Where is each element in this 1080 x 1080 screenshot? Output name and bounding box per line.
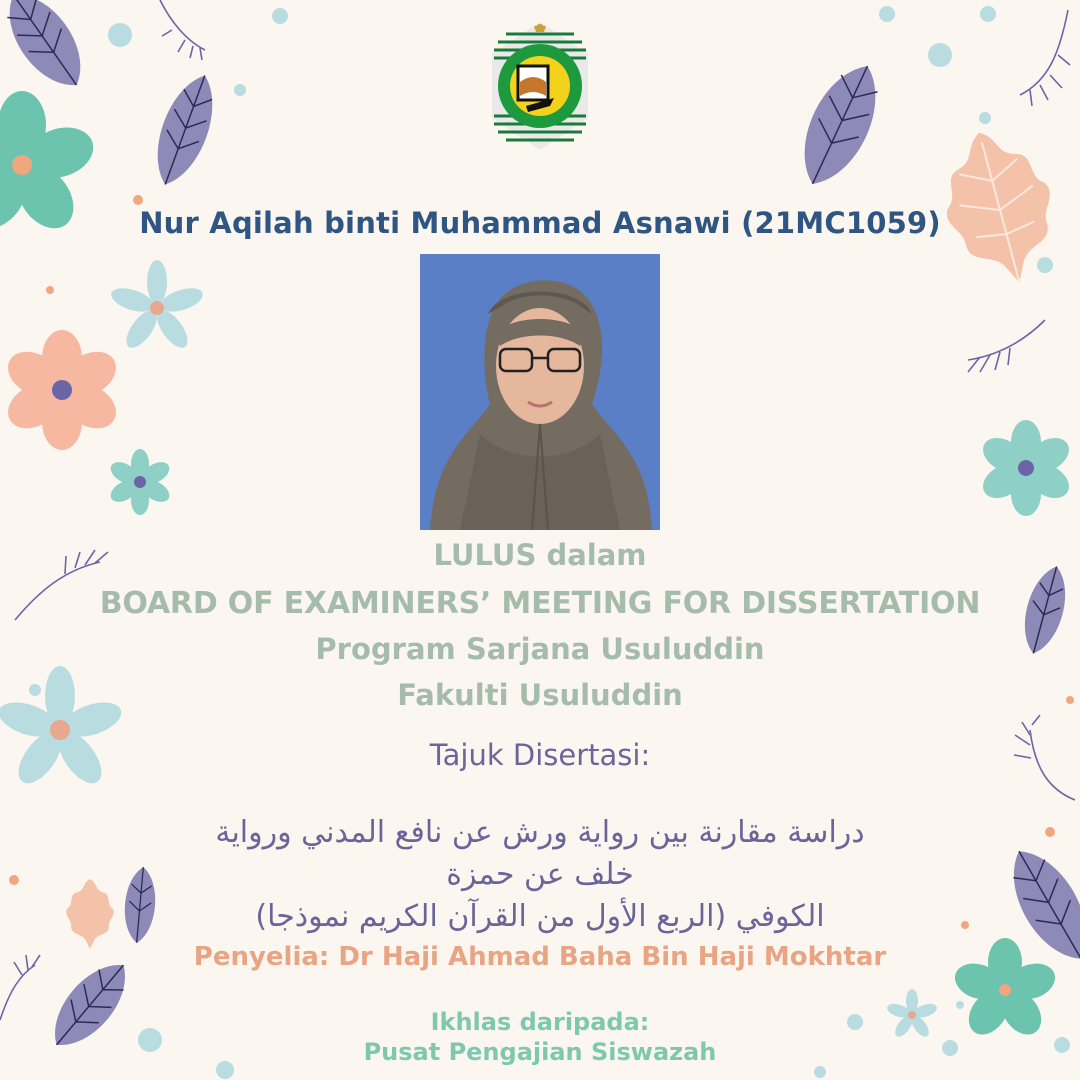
leaf-icon (66, 879, 114, 949)
supervisor-name: Penyelia: Dr Haji Ahmad Baha Bin Haji Mokhtar (193, 942, 887, 972)
from-organization: Pusat Pengajian Siswazah (363, 1038, 717, 1066)
flower-icon (108, 260, 205, 353)
dissertation-label: Tajuk Disertasi: (429, 738, 651, 772)
leaf-icon (0, 0, 97, 100)
flower-icon (0, 330, 124, 450)
flower-icon (107, 449, 173, 515)
dissertation-title-line2: الكوفي (الربع الأول من القرآن الكريم نموذجا) (255, 899, 825, 934)
program-name: Program Sarjana Usuluddin (315, 632, 765, 666)
graduate-photo (420, 254, 660, 530)
meeting-title: BOARD OF EXAMINERS’ MEETING FOR DISSERTATION (99, 586, 981, 621)
university-crest-logo (488, 20, 592, 152)
leaf-icon (122, 866, 159, 944)
graduate-name: Nur Aqilah binti Muhammad Asnawi (21MC1059) (139, 206, 941, 240)
faculty-name: Fakulti Usuluddin (397, 678, 683, 712)
result-status: LULUS dalam (433, 538, 647, 572)
from-label: Ikhlas daripada: (430, 1008, 650, 1036)
leaf-icon (787, 54, 894, 196)
flower-icon (977, 420, 1075, 516)
leaf-icon (144, 68, 226, 192)
dissertation-title (190, 812, 890, 938)
dissertation-title-line1: دراسة مقارنة بين رواية ورش عن نافع المدني ورواية خلف عن حمزة (215, 815, 865, 892)
